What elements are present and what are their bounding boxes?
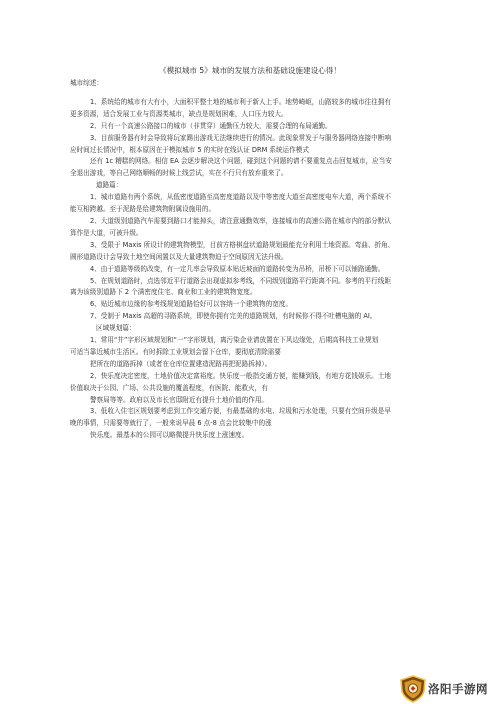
paragraph-line: 1、常用“井”字形区域规划和“一”字形规划，离污染企业请放置在下风边缘处，后期高科技工业规划	[90, 336, 379, 345]
paragraph-line: 应时间过长情况中，根本原因在于模拟城市 5 的实时在线认证 DRM 系统运作模式	[70, 145, 309, 154]
paragraph-line: 圆形道路设计会导致土地空间闲置以及大量建筑物迫于空间原因无法升级。	[70, 252, 288, 261]
paragraph-line: 3、低收入住宅区规划要考虑到工作交通方便，有最基础的水电、垃圾和污水处理，只要有空间升级是早	[90, 407, 391, 416]
paragraph-line: 全退出游戏，等自己网络顺畅的时候上线尝试，实在不行只有放弃重来了。	[70, 169, 288, 178]
paragraph-line: 还有 1c 糟糕的网络。相信 EA 会逐步解决这个问题，碰到这个问题的请不要重复点击回复城市，应当安	[90, 157, 392, 166]
section-heading-city-overview: 城市综述：	[70, 79, 103, 87]
paragraph-line: 晚的事情，只需要等就行了，一般来说早晨 6 点-8 点会比较集中的涨	[70, 419, 272, 428]
paragraph-line: 1、城市道路有两个系统，从低密度道路至高密度道路以及中等密度大道至高密度电车大道，两个系统不	[90, 193, 391, 202]
watermark-text: 洛阳手游网	[428, 682, 488, 696]
paragraph-line: 可适当靠近城市生活区。有时拆除工业规划会留下仓库，要彻底清除需要	[70, 347, 281, 356]
paragraph-line: 6、贴近城市边缘的参考线规划道路恰好可以容纳一个建筑物的宽度。	[90, 300, 293, 309]
paragraph-line: 5、在规划道路时，点选邻近平行道路会出现虚拟参考线，不同级别道路平行距离不同。参考的平行线距	[90, 276, 391, 285]
paragraph-line: 4、由于道路等级的改变，有一定几率会导致原本贴近坡面的道路转变为吊桥，吊桥下可以铺路通勤。	[90, 264, 385, 273]
paragraph-line: 能互相跨越。至于泥路是给建筑物附属设施用的。	[70, 205, 216, 214]
paragraph-line: 3、目前服务器有时会导致将玩家踢出游戏无法继续进行的情况。此现象常发于与服务器网络连接中断响	[90, 133, 391, 142]
paragraph-line: 算作是大道，可被升级。	[70, 228, 143, 237]
paragraph-line: 2、大道级别道路汽车需要到路口才能掉头，请注意通勤效率，连接城市的高速公路在城市内的部分默认	[90, 216, 391, 225]
section-heading-zoning: 区域规划篇：	[96, 324, 136, 333]
document-title: 《模拟城市 5》城市的发展方法和基础设施建设心得！	[159, 66, 341, 75]
paragraph-line: 更多资源，适合发展工业与资源类城市，缺点是规划困难，人口压力较大。	[70, 109, 288, 118]
paragraph-line: 2、只有一个高速公路接口的城市（非贯穿）通勤压力较大，需要合理的布局通勤。	[90, 121, 332, 130]
paragraph-line: 把所在的道路拆掉（或者在仓库位置建造泥路再把泥路拆掉）。	[90, 359, 272, 368]
shield-logo-icon	[398, 674, 428, 704]
paragraph-line: 7、受制于 Maxis 高超的寻路系统，即使你拥有完美的道路规划，有时候你不得不吐槽电脑的 AI。	[90, 312, 377, 321]
paragraph-line: 1、系统给的城市有大有小，大面积平整土地的城市利于新人上手。地势崎岖，山路较多的城市往往拥有	[90, 97, 391, 106]
paragraph-line: 价值取决于公园、广场、公共设施的覆盖程度，有医院、能救火，有	[70, 383, 268, 392]
site-watermark	[398, 674, 494, 704]
paragraph-line: 3、受限于 Maxis 所设计的建筑物模型，目前方格棋盘状道路规划最能充分利用土地资源。弯曲、折角、	[90, 240, 395, 249]
paragraph-line: 2、快乐度决定密度，土地价值决定富裕度。快乐度一般指交通方便，能赚到钱，有地方花钱娱乐。土地	[90, 371, 391, 380]
paragraph-line: 快乐度。最基本的公园可以略微提升快乐度上涨速度。	[90, 431, 249, 440]
paragraph-line: 离为该级别道路下 2 个满密度住宅、商业和工业的建筑物宽度。	[70, 288, 257, 297]
section-heading-roads: 道路篇：	[96, 181, 123, 190]
paragraph-line: 警察局等等。政府以及市长官邸附近有提升土地价值的作用。	[90, 395, 269, 404]
document-body	[70, 78, 432, 442]
